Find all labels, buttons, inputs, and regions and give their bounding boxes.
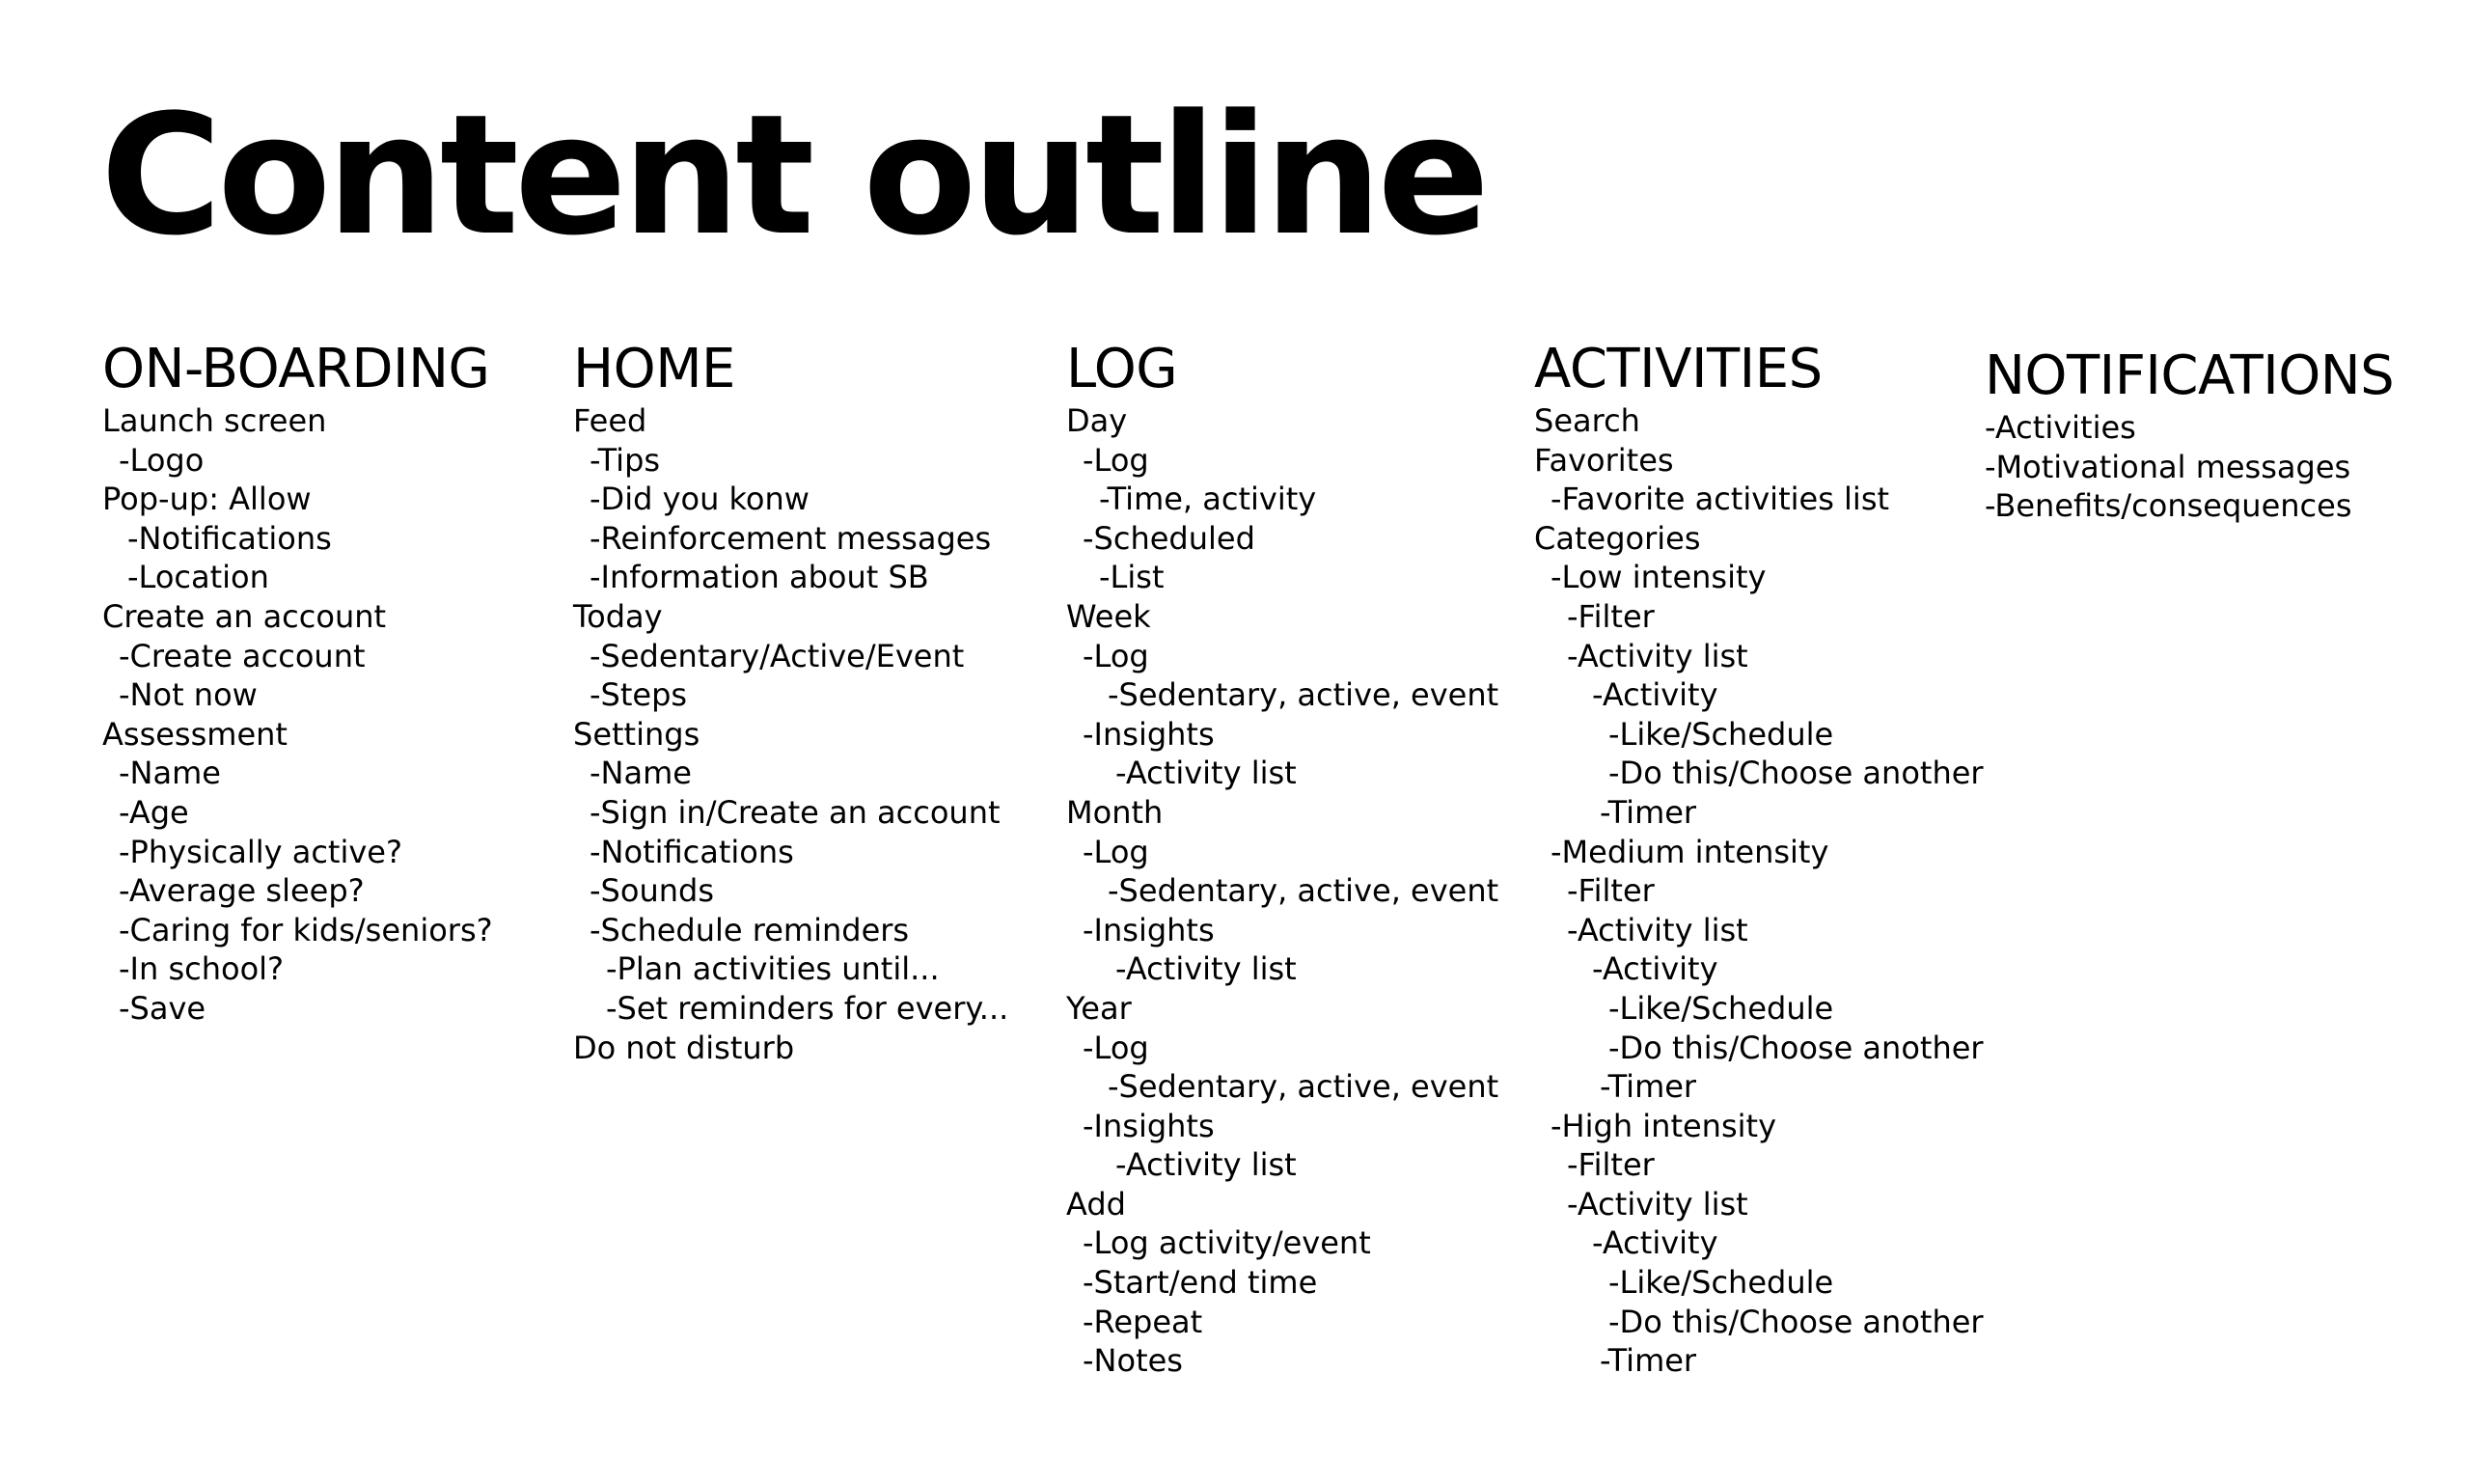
outline-item: -Medium intensity: [1551, 833, 1829, 870]
outline-item: -Do this/Choose another: [1608, 755, 1984, 792]
outline-item: Pop-up: Allow: [102, 481, 312, 518]
outline-item: -Benefits/consequences: [1985, 487, 2352, 525]
outline-item: -Insights: [1083, 1107, 1215, 1144]
page-title: Content outline: [100, 78, 1486, 272]
outline-item: -Notes: [1083, 1342, 1183, 1380]
outline-item: -Sounds: [590, 872, 714, 910]
outline-item: -Sedentary, active, event: [1108, 1068, 1499, 1106]
outline-item: -Activity: [1592, 1224, 1718, 1262]
outline-item: -In school?: [119, 950, 285, 988]
outline-item: -Activities: [1985, 409, 2136, 446]
outline-item: -Repeat: [1083, 1303, 1203, 1340]
column-heading: ON-BOARDING: [102, 338, 490, 400]
outline-item: -Sedentary, active, event: [1108, 872, 1499, 910]
outline-item: -Filter: [1567, 597, 1655, 635]
outline-item: -Average sleep?: [119, 872, 365, 910]
outline-item: Month: [1066, 793, 1164, 831]
column-notifications: [1985, 344, 2394, 526]
outline-item: -Plan activities until...: [606, 950, 940, 988]
outline-item: -Age: [119, 793, 189, 831]
outline-item: -Activity list: [1567, 1185, 1748, 1223]
outline-item: -Notifications: [127, 519, 332, 557]
column-home: [573, 338, 1008, 1067]
outline-item: Search: [1534, 402, 1640, 439]
outline-item: -Timer: [1600, 1068, 1697, 1106]
outline-list: [1534, 401, 1984, 1381]
column-activities: [1534, 338, 1984, 1381]
outline-item: -Do this/Choose another: [1608, 1029, 1984, 1066]
outline-item: Today: [573, 597, 663, 635]
outline-item: -Log: [1083, 637, 1149, 674]
outline-item: -Activity list: [1115, 755, 1297, 792]
column-heading: HOME: [573, 338, 735, 400]
outline-item: -Save: [119, 989, 206, 1027]
outline-item: -Logo: [119, 441, 205, 479]
outline-item: -Log: [1083, 833, 1149, 870]
outline-item: -Set reminders for every...: [606, 989, 1009, 1027]
column-heading: NOTIFICATIONS: [1985, 344, 2395, 407]
outline-item: -Activity list: [1567, 911, 1748, 948]
column-log: [1066, 338, 1498, 1381]
outline-item: -Log: [1083, 441, 1149, 479]
outline-item: -Reinforcement messages: [590, 519, 992, 557]
outline-item: -Caring for kids/seniors?: [119, 911, 493, 948]
outline-list: [102, 401, 493, 1029]
outline-item: -Low intensity: [1551, 559, 1767, 596]
outline-item: -Physically active?: [119, 833, 402, 870]
outline-item: Add: [1066, 1185, 1126, 1223]
outline-item: -Log: [1083, 1029, 1149, 1066]
column-heading: LOG: [1066, 338, 1178, 400]
outline-item: Create an account: [102, 597, 387, 635]
outline-item: -Activity list: [1115, 1146, 1297, 1184]
outline-item: -Activity list: [1115, 950, 1297, 988]
outline-item: -Name: [119, 755, 221, 792]
outline-item: -Timer: [1600, 1342, 1697, 1380]
column-heading: ACTIVITIES: [1534, 338, 1823, 400]
outline-item: -Favorite activities list: [1551, 481, 1890, 518]
outline-item: -Name: [590, 755, 692, 792]
outline-item: -Did you konw: [590, 481, 810, 518]
outline-item: Categories: [1534, 519, 1701, 557]
outline-item: -Timer: [1600, 793, 1697, 831]
outline-item: Day: [1066, 402, 1128, 439]
outline-item: -Like/Schedule: [1608, 1264, 1834, 1302]
outline-item: -Sign in/Create an account: [590, 793, 1001, 831]
outline-item: -Information about SB: [590, 559, 929, 596]
outline-item: -Time, activity: [1099, 481, 1317, 518]
outline-item: -Sedentary/Active/Event: [590, 637, 965, 674]
outline-item: -Scheduled: [1083, 519, 1255, 557]
outline-item: -Notifications: [590, 833, 794, 870]
outline-item: -Insights: [1083, 715, 1215, 753]
outline-item: -Filter: [1567, 872, 1655, 910]
outline-item: -List: [1099, 559, 1165, 596]
outline-list: [1985, 408, 2394, 526]
column-onboarding: [102, 338, 493, 1029]
outline-item: -Insights: [1083, 911, 1215, 948]
outline-item: -Do this/Choose another: [1608, 1303, 1984, 1340]
outline-item: -Schedule reminders: [590, 911, 910, 948]
outline-item: -Start/end time: [1083, 1264, 1318, 1302]
outline-list: [573, 401, 1008, 1067]
outline-item: -Steps: [590, 676, 688, 714]
outline-item: Settings: [573, 715, 700, 753]
outline-item: Assessment: [102, 715, 288, 753]
outline-item: Feed: [573, 402, 647, 439]
outline-item: -Log activity/event: [1083, 1224, 1371, 1262]
outline-item: -Filter: [1567, 1146, 1655, 1184]
outline-item: -Motivational messages: [1985, 448, 2351, 485]
outline-item: -Sedentary, active, event: [1108, 676, 1499, 714]
outline-item: Week: [1066, 597, 1151, 635]
outline-item: -High intensity: [1551, 1107, 1776, 1144]
outline-item: -Activity: [1592, 676, 1718, 714]
outline-item: -Tips: [590, 441, 661, 479]
outline-item: Favorites: [1534, 441, 1674, 479]
outline-list: [1066, 401, 1498, 1381]
outline-item: Do not disturb: [573, 1029, 795, 1066]
outline-item: Year: [1066, 989, 1132, 1027]
outline-item: -Location: [127, 559, 269, 596]
outline-item: -Activity list: [1567, 637, 1748, 674]
outline-item: -Like/Schedule: [1608, 989, 1834, 1027]
outline-item: -Not now: [119, 676, 258, 714]
outline-item: -Activity: [1592, 950, 1718, 988]
outline-item: Launch screen: [102, 402, 327, 439]
outline-item: -Create account: [119, 637, 366, 674]
outline-item: -Like/Schedule: [1608, 715, 1834, 753]
